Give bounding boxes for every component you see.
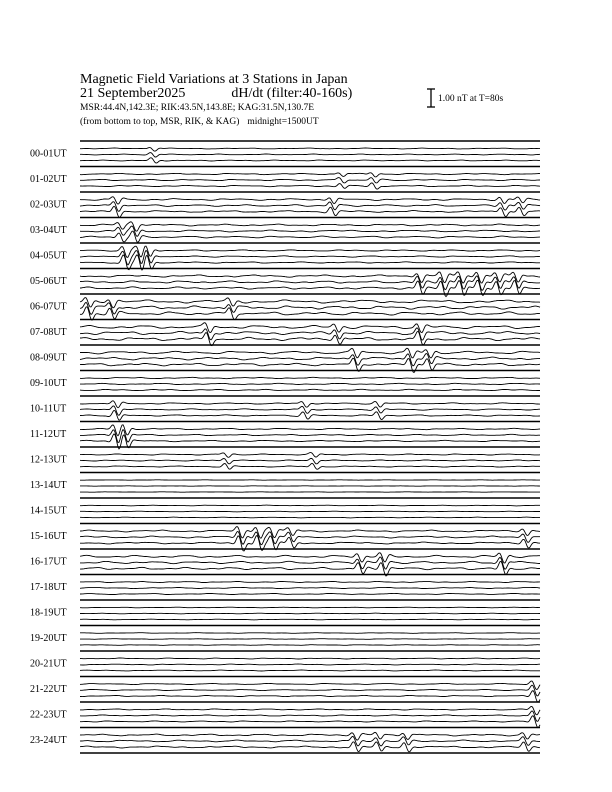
- trace-kag: [80, 323, 540, 333]
- trace-msr: [80, 307, 540, 320]
- trace-kag: [80, 377, 540, 378]
- trace-kag: [80, 633, 540, 634]
- row-label: 05-06UT: [30, 276, 67, 287]
- hour-row: [30, 651, 540, 671]
- row-label: 03-04UT: [30, 225, 67, 236]
- hour-row: [30, 294, 540, 320]
- hour-row: [30, 473, 540, 493]
- hour-row: [30, 320, 540, 346]
- midnight-note: midnight=1500UT: [247, 117, 319, 127]
- trace-msr: [80, 183, 540, 189]
- hour-row: [30, 498, 540, 518]
- hour-row: [30, 702, 540, 728]
- trace-msr: [80, 410, 540, 420]
- row-label: 19-20UT: [30, 633, 67, 644]
- plot-rows: [30, 141, 540, 753]
- trace-rik: [80, 736, 540, 746]
- hour-row: [30, 345, 540, 373]
- trace-kag: [80, 197, 540, 204]
- trace-rik: [80, 226, 540, 236]
- trace-kag: [80, 222, 540, 231]
- trace-kag: [80, 607, 540, 608]
- trace-kag: [80, 246, 540, 257]
- trace-kag: [80, 681, 540, 689]
- row-label: 01-02UT: [30, 174, 67, 185]
- order-label: (from bottom to top, MSR, RIK, & KAG): [80, 117, 240, 127]
- trace-rik: [80, 711, 540, 722]
- hour-row: [30, 396, 540, 420]
- trace-kag: [80, 707, 540, 715]
- hour-row: [30, 677, 540, 703]
- hour-row: [30, 575, 540, 595]
- row-label: 07-08UT: [30, 327, 67, 338]
- chart-title: Magnetic Field Variations at 3 Stations in Japan: [80, 72, 348, 87]
- trace-kag: [80, 505, 540, 506]
- row-label: 11-12UT: [30, 429, 67, 440]
- hour-row: [30, 269, 540, 297]
- trace-rik: [80, 685, 540, 696]
- hour-row: [30, 600, 540, 620]
- trace-rik: [80, 383, 540, 384]
- trace-kag: [80, 148, 540, 152]
- hour-row: [30, 167, 540, 190]
- trace-msr: [80, 691, 540, 703]
- trace-rik: [80, 557, 540, 569]
- row-label: 10-11UT: [30, 403, 67, 415]
- row-label: 21-22UT: [30, 684, 67, 695]
- trace-kag: [80, 173, 540, 177]
- row-label: 22-23UT: [30, 709, 67, 721]
- trace-msr: [80, 231, 540, 242]
- trace-kag: [80, 732, 540, 740]
- row-label: 20-21UT: [30, 658, 67, 670]
- hour-row: [30, 422, 540, 449]
- row-label: 06-07UT: [30, 301, 67, 313]
- row-label: 16-17UT: [30, 556, 67, 568]
- trace-kag: [80, 348, 540, 358]
- hour-row: [30, 626, 540, 646]
- hour-row: [30, 728, 540, 752]
- trace-rik: [80, 664, 540, 665]
- trace-msr: [80, 716, 540, 728]
- trace-rik: [80, 153, 540, 157]
- trace-rik: [80, 406, 540, 415]
- row-label: 12-13UT: [30, 454, 67, 466]
- trace-msr: [80, 463, 540, 469]
- hour-row: [30, 141, 540, 163]
- date-label: 21 September2025: [80, 86, 186, 101]
- scale-bar-label: 1.00 nT at T=80s: [438, 94, 504, 104]
- row-label: 14-15UT: [30, 505, 67, 517]
- row-label: 09-10UT: [30, 378, 67, 389]
- row-label: 15-16UT: [30, 531, 67, 542]
- hour-row: [30, 371, 540, 391]
- hour-row: [30, 192, 540, 217]
- row-label: 04-05UT: [30, 250, 67, 262]
- trace-msr: [80, 670, 540, 671]
- hour-row: [30, 243, 540, 270]
- row-label: 00-01UT: [30, 148, 67, 160]
- trace-rik: [80, 178, 540, 183]
- row-label: 08-09UT: [30, 352, 67, 364]
- trace-rik: [80, 458, 540, 464]
- trace-rik: [80, 639, 540, 640]
- trace-kag: [80, 453, 540, 458]
- quantity-label: dH/dt (filter:40-160s): [231, 86, 353, 101]
- row-label: 18-19UT: [30, 607, 67, 619]
- trace-rik: [80, 511, 540, 512]
- row-label: 02-03UT: [30, 199, 67, 211]
- trace-kag: [80, 401, 540, 408]
- row-label: 23-24UT: [30, 735, 67, 746]
- scale-bar: [427, 89, 435, 107]
- trace-msr: [80, 593, 540, 594]
- trace-msr: [80, 517, 540, 518]
- hour-row: [30, 549, 540, 576]
- row-label: 13-14UT: [30, 480, 67, 491]
- hour-row: [30, 447, 540, 469]
- trace-kag: [80, 581, 540, 582]
- trace-msr: [80, 645, 540, 646]
- trace-msr: [80, 158, 540, 163]
- row-label: 17-18UT: [30, 582, 67, 593]
- trace-rik: [80, 202, 540, 212]
- trace-msr: [80, 742, 540, 752]
- hour-row: [30, 218, 540, 243]
- station-coordinates: MSR:44.4N,142.3E; RIK:43.5N,143.8E; KAG:31.5N,130.7E: [80, 103, 315, 113]
- trace-msr: [80, 389, 540, 390]
- trace-rik: [80, 613, 540, 614]
- trace-msr: [80, 206, 540, 217]
- trace-kag: [80, 658, 540, 659]
- hour-row: [30, 524, 540, 552]
- trace-msr: [80, 619, 540, 620]
- trace-rik: [80, 588, 540, 589]
